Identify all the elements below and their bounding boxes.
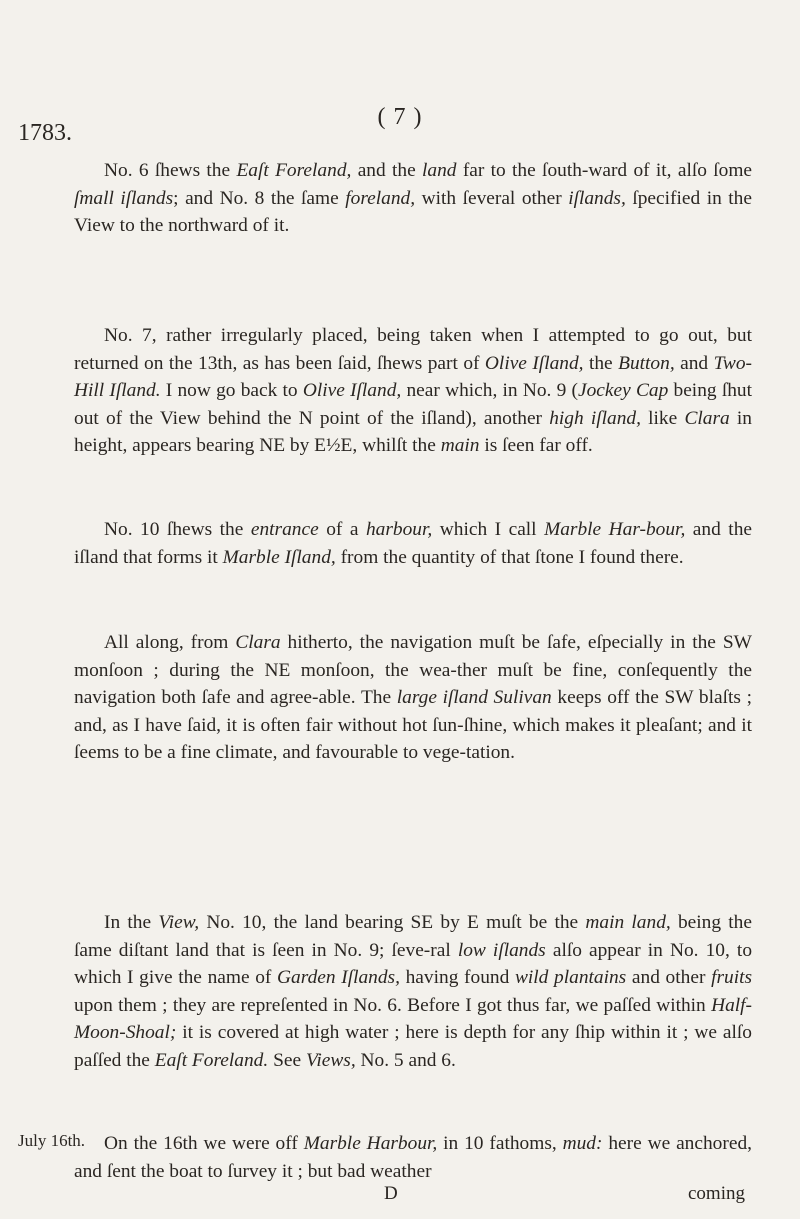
text-run: in height, appears bearing NE by E½E, whilſt the [74,407,752,456]
italic-run: Marble Harbour, [303,1133,438,1154]
text-run: and other [626,967,712,988]
signature-mark: D [384,1183,398,1204]
italic-run: foreland, [345,187,416,209]
italic-run: Olive Iſland, [302,380,402,401]
paragraph-1 [74,157,752,240]
italic-run: wild plantains [514,967,627,988]
catchword: coming [688,1183,745,1204]
text-run: ſpecified in the View to the northward of it. [74,187,752,236]
margin-date: July 16th. [18,1131,86,1150]
italic-run: Clara [235,632,281,653]
text-run: keeps off the SW blaſts ; and, as I have ſaid, it is often fair without hot ſun-ſhine, which makes it pleaſant; and it ſeems to be a fine climate, and favourable to vege-tation. [74,687,752,763]
italic-run: harbour, [365,519,433,540]
text-run: hitherto, the navigation muſt be ſafe, eſpecially in the SW monſoon ; during the NE monſoon, the wea-ther muſt be fine, conſequently the navigation both ſafe and agree-able. The [74,632,752,708]
text-run: it is covered at high water ; here is depth for any ſhip within it ; we alſo paſſed the [74,1022,752,1071]
italic-run: Marble Har-bour, [544,519,686,540]
text-run: No. 10, the land bearing SE by E muſt be the [199,912,586,933]
italic-run: land [422,160,457,181]
text-run: All along, from [104,632,236,653]
text-run: upon them ; they are repreſented in No. 6. Before I got thus far, we paſſed within [74,994,712,1016]
italic-run: mud: [562,1133,603,1154]
paragraph-4 [74,629,752,767]
paragraph-5 [74,909,752,1074]
italic-run: entrance [250,519,319,540]
italic-run: large iſland Sulivan [396,687,552,708]
italic-run: main land, [585,912,671,933]
italic-run: Garden Iſlands, [277,967,400,988]
text-run: No. 6 ſhews the [104,160,237,181]
text-run: being the ſame diſtant land that is ſeen in No. 9; ſeve-ral [74,912,752,961]
italic-run: main [440,435,480,456]
text-run: near which, in No. 9 ( [401,380,578,401]
text-run: No. 7, rather irregularly placed, being taken when I attempted to go out, but returned on the 13th, as has been ſaid, ſhews part of [74,325,752,374]
text-run: alſo appear in No. 10, to which I give the name of [74,939,753,988]
text-run: in 10 fathoms, [437,1133,563,1154]
text-run: and the [351,160,423,181]
text-run: I now go back to [160,380,303,401]
text-run: having found [399,967,515,988]
italic-run: View, [158,912,200,933]
text-run: is ſeen far off. [479,435,593,456]
text-run: and [674,352,714,374]
text-run: No. 5 and 6. [355,1049,456,1071]
paragraph-6 [74,1130,752,1185]
text-run: here we anchored, and ſent the boat to ſurvey it ; but bad weather [74,1133,752,1182]
italic-run: fruits [711,967,753,988]
italic-run: Two-Hill Iſland. [74,352,752,401]
text-run: No. 10 ſhews the [104,519,251,540]
page-number: ( 7 ) [377,104,423,130]
text-run: See [268,1049,306,1071]
text-run: like [640,407,685,429]
text-run: which I call [432,519,545,540]
text-run: On the 16th we were off [104,1133,304,1154]
italic-run: ſmall iſlands [74,187,174,209]
paragraph-3 [74,516,752,571]
italic-run: Eaſt Foreland, [236,160,352,181]
text-run: and the iſland that forms it [74,519,752,568]
italic-run: Marble Iſland, [222,546,336,568]
italic-run: Jockey Cap [578,380,669,401]
italic-run: Button, [618,352,675,374]
paragraph-2 [74,322,752,460]
text-run: being ſhut out of the View behind the N point of the iſland), another [74,380,752,429]
text-run: ; and No. 8 the ſame [173,187,346,209]
italic-run: iſlands, [568,187,626,209]
italic-run: Olive Iſland, [484,352,584,374]
text-run: In the [104,912,159,933]
italic-run: Views, [305,1049,356,1071]
text-run: the [583,352,619,374]
italic-run: low iſlands [457,939,546,961]
text-run: of a [318,519,366,540]
italic-run: Eaſt Foreland. [154,1049,269,1071]
italic-run: high iſland, [549,407,641,429]
text-run: far to the ſouth-ward of it, alſo ſome [456,160,753,181]
italic-run: Half-Moon-Shoal; [74,994,752,1043]
text-run: with ſeveral other [415,187,569,209]
italic-run: Clara [684,407,730,429]
year-marginal: 1783. [18,120,72,146]
text-run: from the quantity of that ſtone I found there. [335,546,684,568]
